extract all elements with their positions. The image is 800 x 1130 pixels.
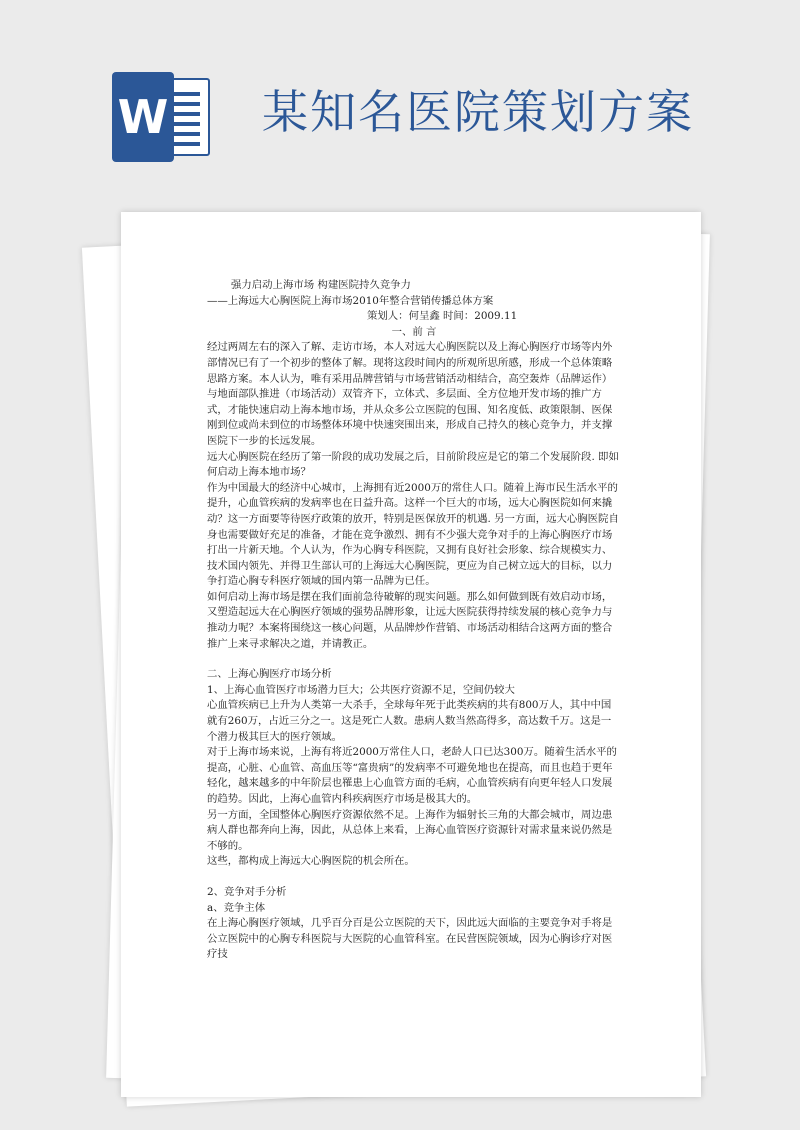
paragraph: 心血管疾病已上升为人类第一大杀手，全球每年死于此类疾病的共有800万人，其中中国就有260万，占近三分之一。这是死亡人数。患病人数当然高得多，高达数千万。这是一个潜力极其巨大的医疗领域。	[207, 699, 612, 743]
section-title-preface: 一、前 言	[391, 325, 437, 338]
doc-author-date: 策划人：何呈鑫 时间：2009.11	[367, 310, 518, 323]
subsection-title: a、竞争主体	[207, 901, 266, 914]
section-title-competition: 2、竞争对手分析	[207, 885, 287, 898]
document-page	[121, 212, 701, 1097]
section-title-market: 二、上海心胸医疗市场分析	[207, 668, 332, 681]
paragraph: 远大心胸医院在经历了第一阶段的成功发展之后，目前阶段应是它的第二个发展阶段. 即如何启动上海本地市场？	[207, 450, 619, 479]
paragraph: 经过两周左右的深入了解、走访市场，本人对远大心胸医院以及上海心胸医疗市场等内外部情况已有了一个初步的整体了解。现将这段时间内的所观所思所感，形成一个总体策略思路方案。本人认为，唯有采用品牌营销与市场营销活动相结合，高空轰炸（品牌运作）与地面部队推进（市场活动）双管齐下，立体式、多层面、全方位地开发市场的推广方式，才能快速启动上海本地市场，并从众多公立医院的包围、知名度低、政策限制、医保刚到位或尚未到位的市场整体环境中快速突围出来，形成自己持久的核心竞争力，并支撑医院下一步的长远发展。	[207, 341, 613, 447]
doc-heading-line1: 强力启动上海市场 构建医院持久竞争力	[231, 279, 411, 291]
banner	[0, 0, 800, 210]
paragraph: 如何启动上海市场是摆在我们面前急待破解的现实问题。那么如何做到既有效启动市场，又塑造起远大在心胸医疗领域的强势品牌形象，让远大医院获得持续发展的核心竞争力与推动力呢？本案将围绕这一核心问题，从品牌炒作营销、市场活动相结合这两方面的整合推广上来寻求解决之道，并请教正。	[207, 590, 613, 650]
word-letter-badge: W	[112, 72, 174, 162]
paragraph: 这些，都构成上海远大心胸医院的机会所在。	[207, 855, 415, 868]
paragraph: 作为中国最大的经济中心城市，上海拥有近2000万的常住人口。随着上海市民生活水平的提升，心血管疾病的发病率也在日益升高。这样一个巨大的市场，远大心胸医院如何来撬动？这一方面要等待医疗政策的放开，特别是医保放开的机遇. 另一方面，远大心胸医院自身也需要做好充足的准备，才能在竞争激烈、拥有不少强大竞争对手的上海心胸医疗市场打出一片新天地。个人认为，作为心胸专科医院，又拥有良好社会形象、综合规模实力、技术国内领先、并得卫生部认可的上海远大心胸医院，更应为自己树立远大的目标，以力争打造心胸专科医疗领域的国内第一品牌为已任。	[207, 481, 619, 588]
paragraph: 对于上海市场来说，上海有将近2000万常住人口，老龄人口已达300万。随着生活水平的提高，心脏、心血管、高血压等“富贵病”的发病率不可避免地也在提高，而且也趋于更年轻化，越来越多的中年阶层也罹患上心血管方面的毛病，心血管疾病有向更年轻人口发展的趋势。因此，上海心血管内科疾病医疗市场是极其大的。	[207, 746, 617, 805]
document-body	[207, 278, 621, 963]
paragraph: 在上海心胸医疗领域，几乎百分百是公立医院的天下，因此远大面临的主要竞争对手将是公立医院中的心胸专科医院与大医院的心血管科室。在民营医院领域，因为心胸诊疗对医疗技	[207, 917, 613, 961]
word-document-icon	[112, 72, 228, 162]
doc-heading-line2: ——上海远大心胸医院上海市场2010年整合营销传播总体方案	[207, 294, 494, 307]
subsection-title: 1、上海心血管医疗市场潜力巨大；公共医疗资源不足，空间仍较大	[207, 683, 515, 696]
banner-title: 某知名医院策划方案	[262, 85, 694, 139]
paragraph: 另一方面，全国整体心胸医疗资源依然不足。上海作为辐射长三角的大都会城市，周边患病人群也都奔向上海，因此，从总体上来看，上海心血管医疗资源针对需求量来说仍然是不够的。	[207, 808, 613, 852]
